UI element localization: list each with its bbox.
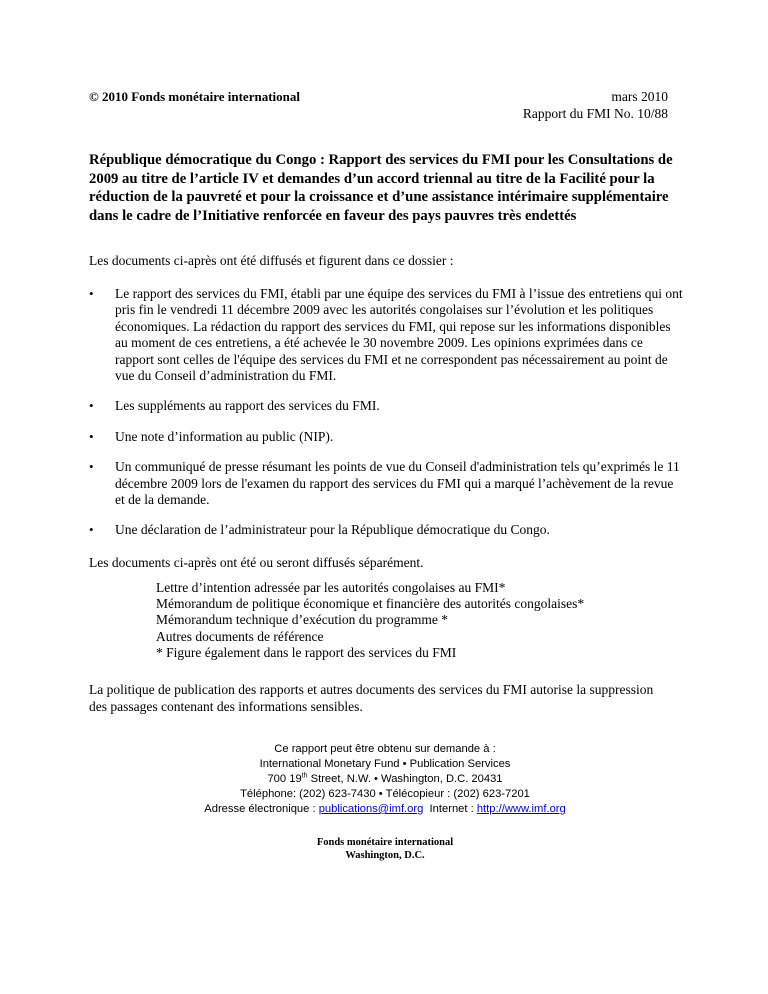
publication-policy: La politique de publication des rapports et autres documents des services du FMI autorise la suppression des passages contenant des informations sensibles. — [89, 682, 654, 714]
bullet-icon: • — [89, 286, 94, 301]
footer-block — [120, 836, 650, 862]
email-link[interactable]: publications@imf.org — [318, 803, 424, 815]
copyright-notice: © 2010 Fonds monétaire international — [89, 89, 300, 104]
intro-text: Les documents ci-après ont été diffusés et figurent dans ce dossier : — [89, 253, 454, 268]
separate-doc-item: Autres documents de référence — [156, 628, 324, 644]
contact-intro: Ce rapport peut être obtenu sur demande à : — [274, 743, 496, 755]
bullet-icon: • — [89, 522, 94, 538]
included-documents-list — [89, 286, 684, 553]
address-street-number: 700 19 — [267, 773, 302, 785]
address-superscript: th — [301, 772, 308, 780]
contact-block — [120, 742, 650, 817]
report-number: Rapport du FMI No. 10/88 — [522, 106, 668, 121]
list-item — [89, 522, 684, 538]
report-date: mars 2010 — [611, 89, 668, 104]
separate-documents-intro: Les documents ci-après ont été ou seront diffusés séparément. — [89, 555, 424, 570]
website-link[interactable]: http://www.imf.org — [476, 803, 566, 815]
list-item-text: Le rapport des services du FMI, établi par une équipe des services du FMI à l’issue des entretiens qui ont pris fin le vendredi 11 décembre 2009 avec les autorités congolaises sur l’évolution et les politiques économiques. La rédaction du rapport des services du FMI, qui repose sur les informations disponibles au moment de ces entretiens, a été achevée le 30 novembre 2009. Les opinions exprimées dans ce rapport sont celles de l'équipe des services du FMI et ne correspondent pas nécessairement au point de vue du Conseil d’administration du FMI. — [115, 286, 683, 384]
list-item — [89, 429, 684, 445]
list-item-text: Une déclaration de l’administrateur pour la République démocratique du Congo. — [115, 522, 550, 538]
bullet-icon: • — [89, 398, 94, 414]
list-item-text: Une note d’information au public (NIP). — [115, 428, 334, 444]
separate-doc-item: Mémorandum technique d’exécution du programme * — [156, 612, 449, 628]
email-label: Adresse électronique : — [204, 803, 319, 815]
bullet-icon: • — [89, 428, 94, 444]
contact-organization: International Monetary Fund • Publication Services — [259, 758, 511, 770]
list-item-text: Les suppléments au rapport des services du FMI. — [115, 398, 380, 414]
address-rest: Street, N.W. • Washington, D.C. 20431 — [307, 773, 503, 785]
contact-address — [120, 772, 650, 787]
footer-location: Washington, D.C. — [345, 850, 425, 861]
footer-organization: Fonds monétaire international — [316, 837, 454, 848]
document-title: République démocratique du Congo : Rapport des services du FMI pour les Consultations de 2009 au titre de l’article IV et demandes d’un accord triennal au titre de la Facilité pour la réduction de la pauvreté et pour la croissance et d’une assistance intérimaire supplémentaire dans le cadre de l’Initiative renforcée en faveur des pays pauvres très endettés — [89, 152, 673, 224]
internet-label: Internet : — [423, 803, 477, 815]
contact-phone: Téléphone: (202) 623-7430 • Télécopieur : (202) 623-7201 — [240, 788, 530, 800]
list-item — [89, 286, 684, 384]
bullet-icon: • — [89, 459, 94, 475]
separate-doc-item: Mémorandum de politique économique et financière des autorités congolaises* — [156, 596, 585, 612]
list-item-text: Un communiqué de presse résumant les points de vue du Conseil d'administration tels qu’exprimés le 11 décembre 2009 lors de l'examen du rapport des services du FMI qui a marqué l’achèvement de la revue et de la demande. — [115, 459, 680, 508]
separate-doc-item: Lettre d’intention adressée par les autorités congolaises au FMI* — [156, 580, 506, 595]
list-item — [89, 459, 684, 508]
separate-doc-note: * Figure également dans le rapport des services du FMI — [156, 644, 457, 660]
contact-links — [120, 802, 650, 817]
separate-documents-list — [156, 580, 584, 661]
list-item — [89, 398, 684, 414]
